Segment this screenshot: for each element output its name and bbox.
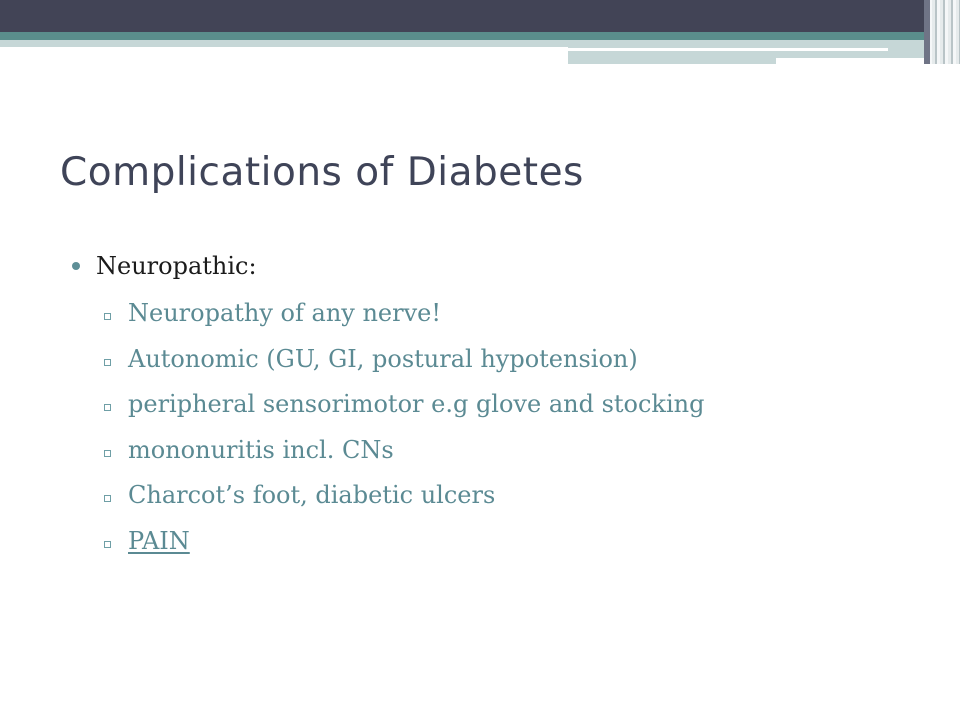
slide-title: Complications of Diabetes: [60, 150, 584, 195]
sub-bullet-item: [72, 337, 704, 383]
header-light-bar-left: [0, 40, 568, 47]
sub-bullet-text: Neuropathy of any nerve!: [128, 299, 441, 327]
slide-content: [72, 245, 704, 564]
sub-bullet-item: [72, 473, 704, 519]
pain-link[interactable]: PAIN: [128, 526, 190, 555]
square-bullet-icon: [104, 541, 111, 548]
sub-bullet-item: [72, 382, 704, 428]
header-divider-line: [568, 48, 888, 51]
sub-bullet-item: [72, 291, 704, 337]
sub-bullet-list: [72, 291, 704, 564]
sub-bullet-text: peripheral sensorimotor e.g glove and stocking: [128, 390, 705, 418]
square-bullet-icon: [104, 404, 111, 411]
sub-bullet-text: mononuritis incl. CNs: [128, 435, 394, 464]
square-bullet-icon: [104, 359, 111, 366]
sub-bullet-item: [72, 519, 704, 565]
sub-bullet-item: [72, 428, 704, 474]
header-teal-bar: [0, 32, 960, 40]
page-corner-decoration: [924, 0, 960, 64]
square-bullet-icon: [104, 495, 111, 502]
sub-bullet-text: Autonomic (GU, GI, postural hypotension): [128, 344, 638, 373]
square-bullet-icon: [104, 450, 111, 457]
header-dark-bar: [0, 0, 960, 32]
bullet-label: Neuropathic:: [96, 252, 257, 280]
bullet-neuropathic: [72, 245, 704, 287]
bullet-dot-icon: [72, 262, 80, 270]
sub-bullet-text: Charcot’s foot, diabetic ulcers: [128, 481, 496, 509]
square-bullet-icon: [104, 313, 111, 320]
